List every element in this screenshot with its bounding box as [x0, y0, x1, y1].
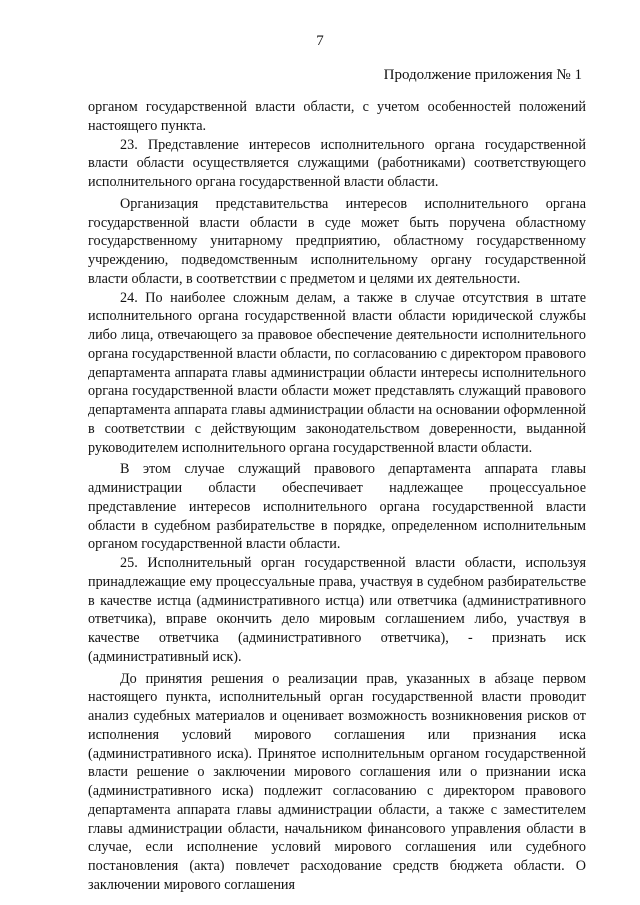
- paragraph: 23. Представление интересов исполнительного органа государственной власти области осуществляется служащими (работниками) соответствующего исполнительного органа государственной власти области.: [88, 136, 586, 190]
- paragraph: 24. По наиболее сложным делам, а также в случае отсутствия в штате исполнительного органа государственной власти области юридической службы либо лица, отвечающего за правовое обеспечение деятельности исполнительного органа государственной власти области, по согласованию с директором правового департамента аппарата главы администрации области интересы исполнительного органа государственной власти области может представлять служащий правового департамента аппарата главы администрации области на основании оформленной в соответствии с действующим законодательством доверенности, выданной руководителем исполнительного органа государственной власти области.: [88, 289, 586, 456]
- appendix-continuation-note: Продолжение приложения № 1: [383, 67, 582, 83]
- paragraph: До принятия решения о реализации прав, указанных в абзаце первом настоящего пункта, исполнительный орган государственной власти проводит анализ судебных материалов и оценивает возможность возникновения рисков от исполнения условий мирового соглашения или признания иска (административного иска). Принятое исполнительным органом государственной власти решение о заключении мирового соглашения или о признании иска (административного иска) подлежит согласованию с директором правового департамента аппарата главы администрации области, а также с заместителем главы администрации области, начальником финансового управления области в случае, если исполнение условий мирового соглашения или судебного постановления (акта) повлечет расходование средств бюджета области. О заключении мирового соглашения: [88, 670, 586, 893]
- paragraph: органом государственной власти области, с учетом особенностей положений настоящего пункта.: [88, 99, 586, 134]
- page-number: 7: [316, 33, 324, 49]
- paragraph: В этом случае служащий правового департамента аппарата главы администрации области обеспечивает надлежащее процессуальное представление интересов исполнительного органа государственной власти области в судебном разбирательстве в порядке, определенном исполнительным органом государственной власти области.: [88, 461, 586, 553]
- document-body: [88, 98, 586, 895]
- paragraph: 25. Исполнительный орган государственной власти области, используя принадлежащие ему процессуальные права, участвуя в судебном разбирательстве в качестве истца (административного истца) или ответчика (административного ответчика), вправе окончить дело мировым соглашением либо, участвуя в качестве ответчика (административного ответчика), - признать иск (административный иск).: [88, 555, 586, 665]
- paragraph: Организация представительства интересов исполнительного органа государственной власти области в суде может быть поручена областному государственному унитарному предприятию, областному государственному учреждению, подведомственным исполнительному органу государственной власти области, в соответствии с предметом и целями их деятельности.: [88, 195, 586, 287]
